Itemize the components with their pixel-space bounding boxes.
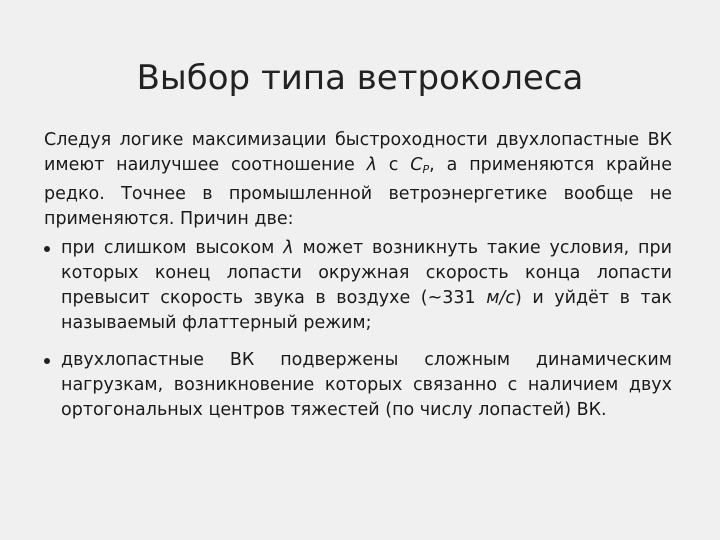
intro-paragraph bbox=[44, 128, 672, 232]
cp-symbol: C bbox=[410, 155, 423, 175]
intro-text-3: , а применяются крайне редко. Точнее в промышленной ветроэнергетике вообще не применяются. Причин две: bbox=[44, 155, 672, 229]
slide-content bbox=[44, 128, 672, 435]
slide-title: Выбор типа ветроколеса bbox=[136, 58, 584, 98]
cp-subscript: P bbox=[422, 163, 430, 176]
intro-text-1: Следуя логике максимизации быстроходности двухлопастные ВК имеют наилучшее соотношение bbox=[44, 130, 672, 175]
bullet-1-text-2: может возникнуть такие условия, при которых конец лопасти окружная скорость конца лопасти превысит скорость звука в воздухе (~331 bbox=[61, 238, 672, 308]
bullet-icon bbox=[44, 246, 50, 252]
bullet-1-text-3: ) и уйдёт в так называемый флаттерный режим; bbox=[61, 288, 672, 333]
bullet-icon bbox=[44, 358, 50, 364]
lambda-symbol: λ bbox=[366, 155, 377, 175]
lambda-symbol: λ bbox=[283, 238, 294, 258]
speed-unit: м/с bbox=[486, 288, 515, 308]
list-item bbox=[44, 236, 672, 336]
list-item bbox=[44, 348, 672, 423]
intro-text-2: с bbox=[376, 155, 411, 175]
reasons-list bbox=[44, 236, 672, 423]
bullet-2-text: двухлопастные ВК подвержены сложным динамическим нагрузкам, возникновение которых связанно с наличием двух ортогональных центров тяжестей (по числу лопастей) ВК. bbox=[61, 350, 672, 420]
bullet-1-text-1: при слишком высоком bbox=[61, 238, 284, 258]
